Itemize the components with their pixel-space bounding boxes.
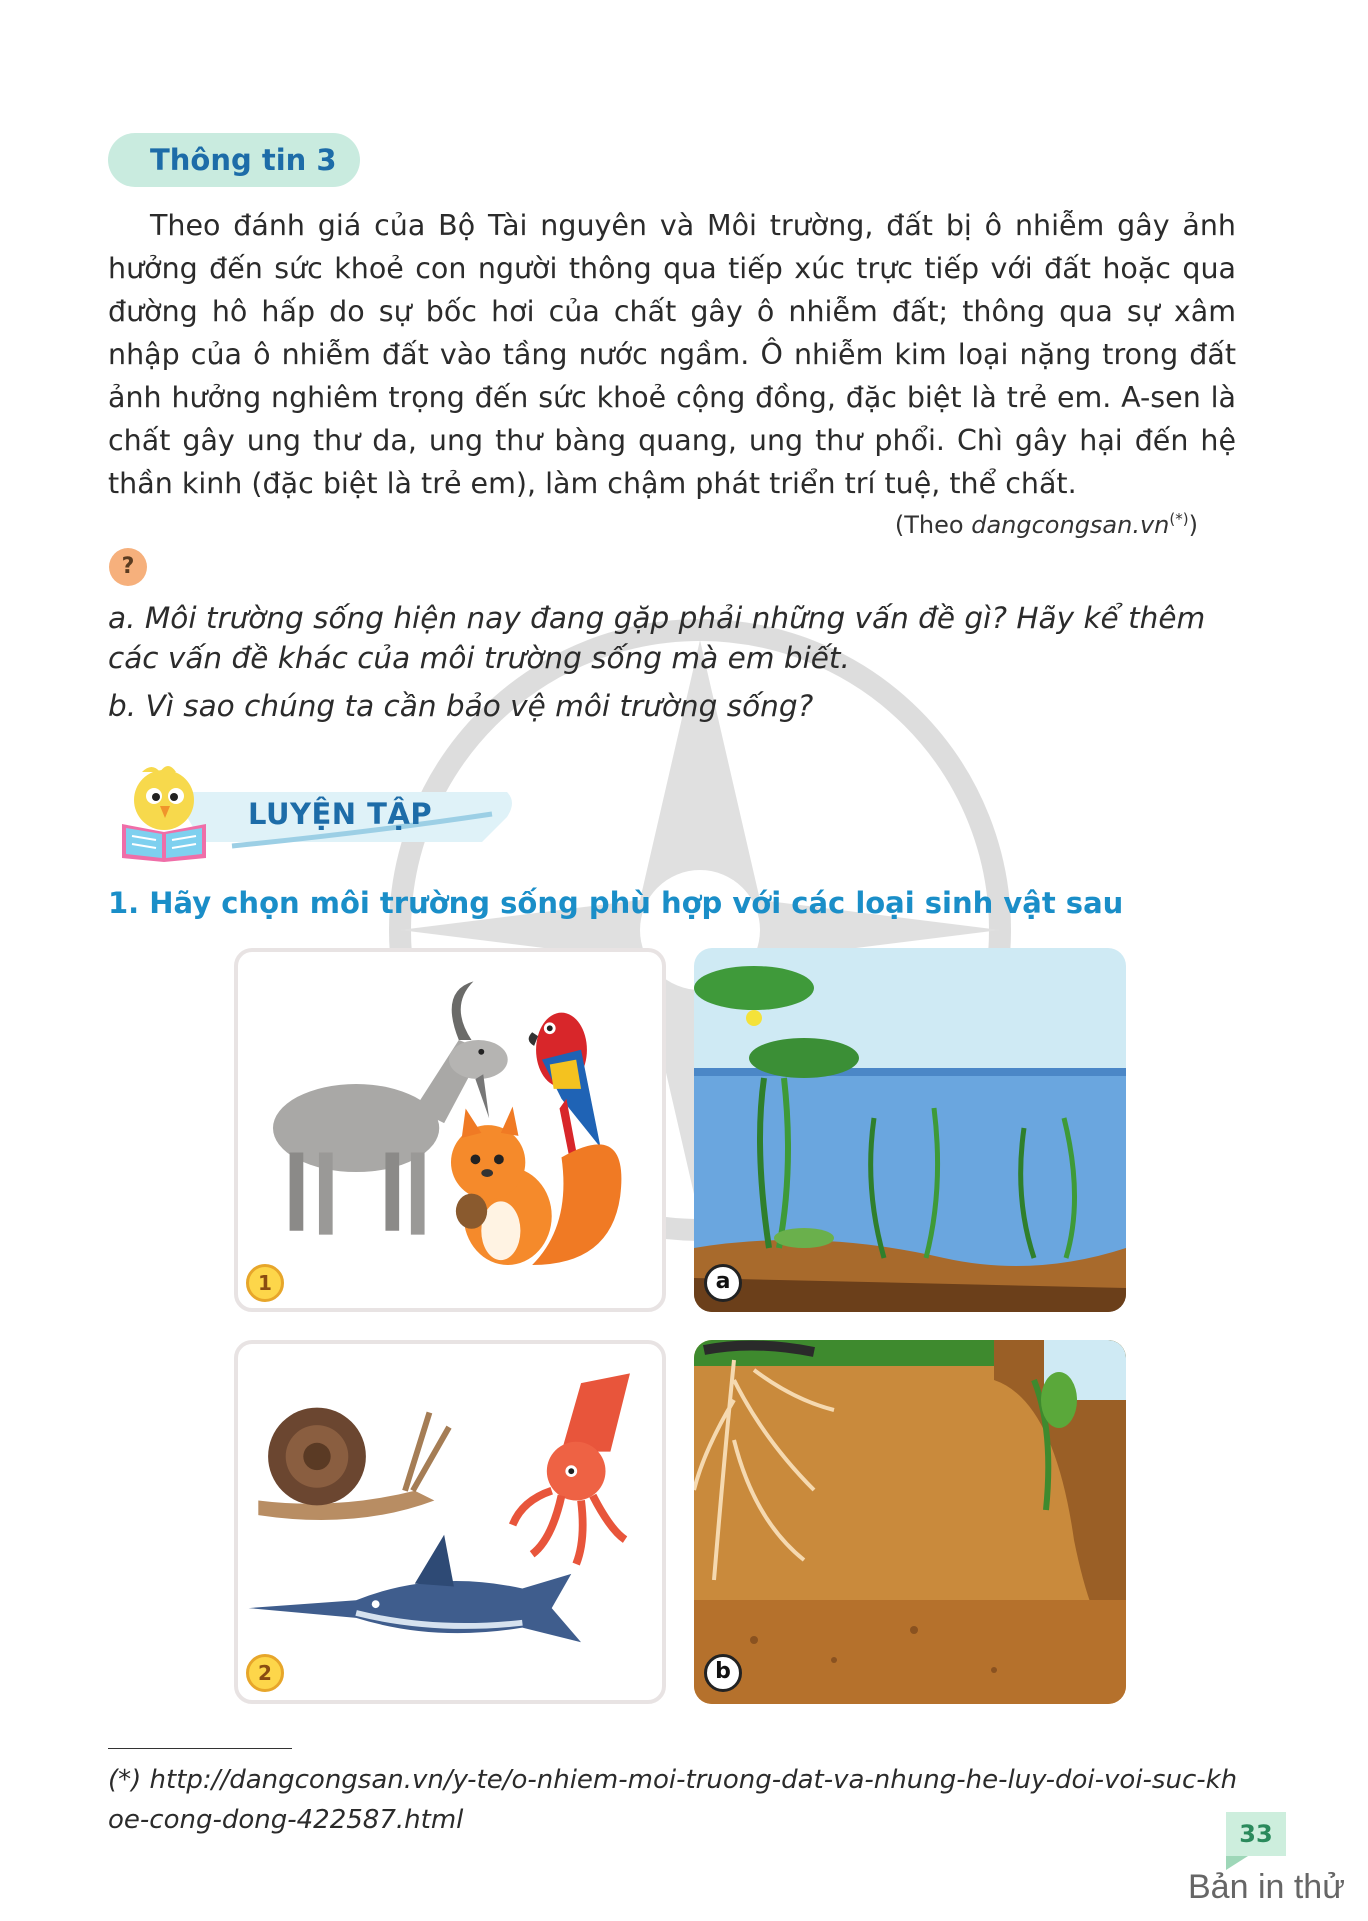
panel-animals-mixed	[234, 1340, 666, 1704]
print-proof-label: Bản in thử	[1188, 1868, 1345, 1906]
section-label: Thông tin 3	[108, 133, 360, 187]
panel-animals-land	[234, 948, 666, 1312]
exercise-prompt: 1. Hãy chọn môi trường sống phù hợp với các loại sinh vật sau	[108, 886, 1124, 920]
practice-title: LUYỆN TẬP	[248, 797, 433, 831]
footnote-marker: (*)	[1169, 510, 1189, 528]
option-badge-b: b	[704, 1654, 742, 1692]
question-b: b. Vì sao chúng ta cần bảo vệ môi trường sống?	[108, 689, 814, 723]
panel-habitat-water	[694, 948, 1126, 1312]
water-habitat-illustration	[694, 948, 1126, 1312]
source-site: dangcongsan.vn	[971, 511, 1170, 539]
option-badge-a: a	[704, 1264, 742, 1302]
question-badge: ?	[109, 548, 147, 586]
option-badge-2: 2	[246, 1654, 284, 1692]
page-number: 33	[1226, 1812, 1286, 1856]
snail-icon	[258, 1408, 449, 1520]
footnote-divider	[108, 1748, 292, 1749]
panel-habitat-soil	[694, 1340, 1126, 1704]
option-badge-1: 1	[246, 1264, 284, 1302]
soil-habitat-illustration	[694, 1340, 1126, 1704]
mixed-animals-illustration	[238, 1344, 662, 1700]
squid-icon	[513, 1373, 630, 1564]
footnote: (*) http://dangcongsan.vn/y-te/o-nhiem-moi-truong-dat-va-nhung-he-luy-doi-voi-suc-khoe-cong-dong-422587.html	[108, 1765, 1238, 1835]
source-citation: (Theo dangcongsan.vn(*))	[894, 510, 1198, 539]
question-a: a. Môi trường sống hiện nay đang gặp phải những vấn đề gì? Hãy kể thêm các vấn đề khác của môi trường sống mà em biết.	[108, 601, 1206, 675]
info-text: Theo đánh giá của Bộ Tài nguyên và Môi trường, đất bị ô nhiễm gây ảnh hưởng đến sức khoẻ con người thông qua tiếp xúc trực tiếp với đất hoặc qua đường hô hấp do sự bốc hơi của chất gây ô nhiễm đất; thông qua sự xâm nhập của ô nhiễm đất vào tầng nước ngầm. Ô nhiễm kim loại nặng trong đất ảnh hưởng nghiêm trọng đến sức khoẻ cộng đồng, đặc biệt là trẻ em. A-sen là chất gây ung thư da, ung thư bàng quang, ung thư phổi. Chì gây hại đến hệ thần kinh (đặc biệt là trẻ em), làm chậm phát triển trí tuệ, thể chất.	[108, 209, 1236, 500]
info-paragraph	[108, 204, 1236, 505]
land-animals-illustration	[238, 952, 662, 1308]
